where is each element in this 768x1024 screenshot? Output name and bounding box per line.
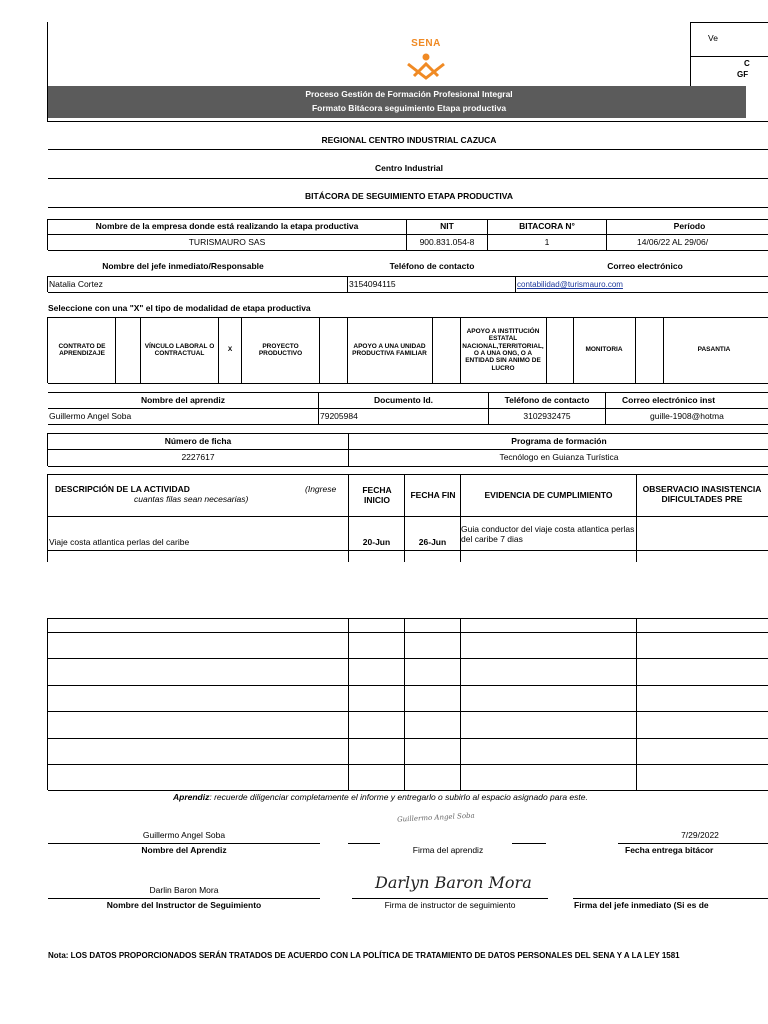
end-date-label: FECHA FIN bbox=[410, 490, 456, 501]
modality-instruction: Seleccione con una "X" el tipo de modalidad de etapa productiva bbox=[48, 303, 311, 314]
format-title: Formato Bitácora seguimiento Etapa productiva bbox=[311, 102, 507, 113]
modality-mark-vinculo[interactable]: X bbox=[227, 346, 233, 354]
delivery-date-value: 7/29/2022 bbox=[681, 830, 719, 841]
start-date-label: FECHA INICIO bbox=[362, 485, 392, 505]
apprentice-name-label: Nombre del aprendiz bbox=[140, 394, 226, 405]
boss-email-label: Correo electrónico bbox=[607, 261, 683, 272]
activity-evidence: Guia conductor del viaje costa atlantica perlas del caribe 7 dias bbox=[461, 524, 635, 544]
period-value: 14/06/22 AL 29/06/ bbox=[637, 236, 709, 247]
modality-monitoria: MONITORIA bbox=[585, 346, 623, 354]
code-cell-1: C bbox=[744, 59, 750, 69]
regional-name: REGIONAL CENTRO INDUSTRIAL CAZUCA bbox=[321, 135, 497, 146]
apprentice-email-label: Correo electrónico inst bbox=[622, 394, 716, 405]
modality-pasantia: PASANTIA bbox=[697, 346, 731, 354]
apprentice-email: guille-1908@hotma bbox=[650, 410, 724, 421]
apprentice-name-value: Guillermo Angel Soba bbox=[142, 830, 226, 841]
apprentice-name-label-footer: Nombre del Aprendiz bbox=[141, 845, 227, 856]
version-cell: Ve bbox=[708, 33, 718, 44]
data-policy-note: Nota: LOS DATOS PROPORCIONADOS SERÁN TRATADOS DE ACUERDO CON LA POLÍTICA DE TRATAMIENTO DE DATOS PERSONALES DEL SENA Y A LA LEY 1581 bbox=[48, 951, 680, 961]
boss-signature-label: Firma del jefe inmediato (Si es de bbox=[574, 900, 709, 911]
activity-start: 20-Jun bbox=[362, 537, 391, 548]
instructor-signature: Darlyn Baron Mora bbox=[375, 873, 532, 892]
activity-desc-hint-2: cuantas filas sean necesarias) bbox=[134, 494, 249, 504]
boss-email-link[interactable]: contabilidad@turismauro.com bbox=[517, 279, 623, 289]
modality-proyecto: PROYECTO PRODUCTIVO bbox=[258, 342, 303, 357]
bitacora-number-label: BITACORA N° bbox=[519, 221, 575, 232]
instructor-name-label: Nombre del Instructor de Seguimiento bbox=[106, 900, 262, 911]
apprentice-name: Guillermo Angel Soba bbox=[49, 410, 132, 421]
apprentice-phone-label: Teléfono de contacto bbox=[504, 394, 590, 405]
activity-description: Viaje costa atlantica perlas del caribe bbox=[49, 537, 190, 548]
bitacora-number: 1 bbox=[544, 236, 550, 247]
apprentice-signature-label: Firma del aprendiz bbox=[412, 845, 484, 856]
company-name: TURISMAURO SAS bbox=[188, 236, 266, 247]
program-name: Tecnólogo en Guianza Turística bbox=[499, 452, 619, 463]
boss-phone-label: Teléfono de contacto bbox=[389, 261, 475, 272]
modality-unidad-familiar: APOYO A UNA UNIDAD PRODUCTIVA FAMILIAR bbox=[352, 342, 427, 357]
period-label: Período bbox=[673, 221, 706, 232]
boss-name-label: Nombre del jefe inmediato/Responsable bbox=[102, 261, 264, 272]
modality-contrato: CONTRATO DE APRENDIZAJE bbox=[58, 342, 106, 357]
sena-logo: SENA bbox=[400, 38, 452, 80]
program-label: Programa de formación bbox=[511, 435, 607, 446]
delivery-date-label: Fecha entrega bitácor bbox=[625, 845, 714, 856]
modality-institucion: APOYO A INSTITUCIÓN ESTATAL NACIONAL,TERRITORIAL, O A UNA ONG, O A ENTIDAD SIN ANIMO DE LUCRO bbox=[462, 327, 544, 372]
boss-phone: 3154094115 bbox=[349, 278, 396, 289]
nit-label: NIT bbox=[440, 221, 454, 232]
centro-name: Centro Industrial bbox=[374, 163, 443, 174]
activity-end: 26-Jun bbox=[418, 537, 447, 548]
instructor-signature-label: Firma de instructor de seguimiento bbox=[384, 900, 516, 911]
activity-desc-label: DESCRIPCIÓN DE LA ACTIVIDAD bbox=[55, 484, 190, 494]
modality-vinculo: VÍNCULO LABORAL O CONTRACTUAL bbox=[144, 342, 215, 357]
ficha-number: 2227617 bbox=[181, 452, 215, 463]
apprentice-phone: 3102932475 bbox=[523, 410, 571, 421]
code-cell-2: GF bbox=[737, 70, 749, 80]
evidence-label: EVIDENCIA DE CUMPLIMIENTO bbox=[484, 490, 613, 501]
apprentice-signature: Guillermo Angel Soba bbox=[396, 811, 475, 824]
company-name-label: Nombre de la empresa donde está realizando la etapa productiva bbox=[95, 221, 359, 232]
instructor-name-value: Darlin Baron Mora bbox=[149, 885, 219, 896]
apprentice-doc: 79205984 bbox=[320, 410, 358, 421]
bitacora-title: BITÁCORA DE SEGUIMIENTO ETAPA PRODUCTIVA bbox=[305, 191, 513, 202]
apprentice-reminder: Aprendiz: recuerde diligenciar completamente el informe y entregarlo o subirlo al espacio asignado para este. bbox=[173, 792, 588, 802]
activity-desc-hint-1: (Ingrese bbox=[305, 484, 337, 494]
observations-label: OBSERVACIO INASISTENCIA DIFICULTADES PRE bbox=[642, 484, 762, 504]
apprentice-doc-label: Documento Id. bbox=[373, 394, 434, 405]
boss-name: Natalia Cortez bbox=[49, 278, 103, 289]
sena-logo-mark-icon bbox=[400, 50, 452, 80]
company-nit: 900.831.054-8 bbox=[419, 236, 475, 247]
process-title: Proceso Gestión de Formación Profesional Integral bbox=[305, 88, 513, 99]
ficha-label: Número de ficha bbox=[164, 435, 232, 446]
